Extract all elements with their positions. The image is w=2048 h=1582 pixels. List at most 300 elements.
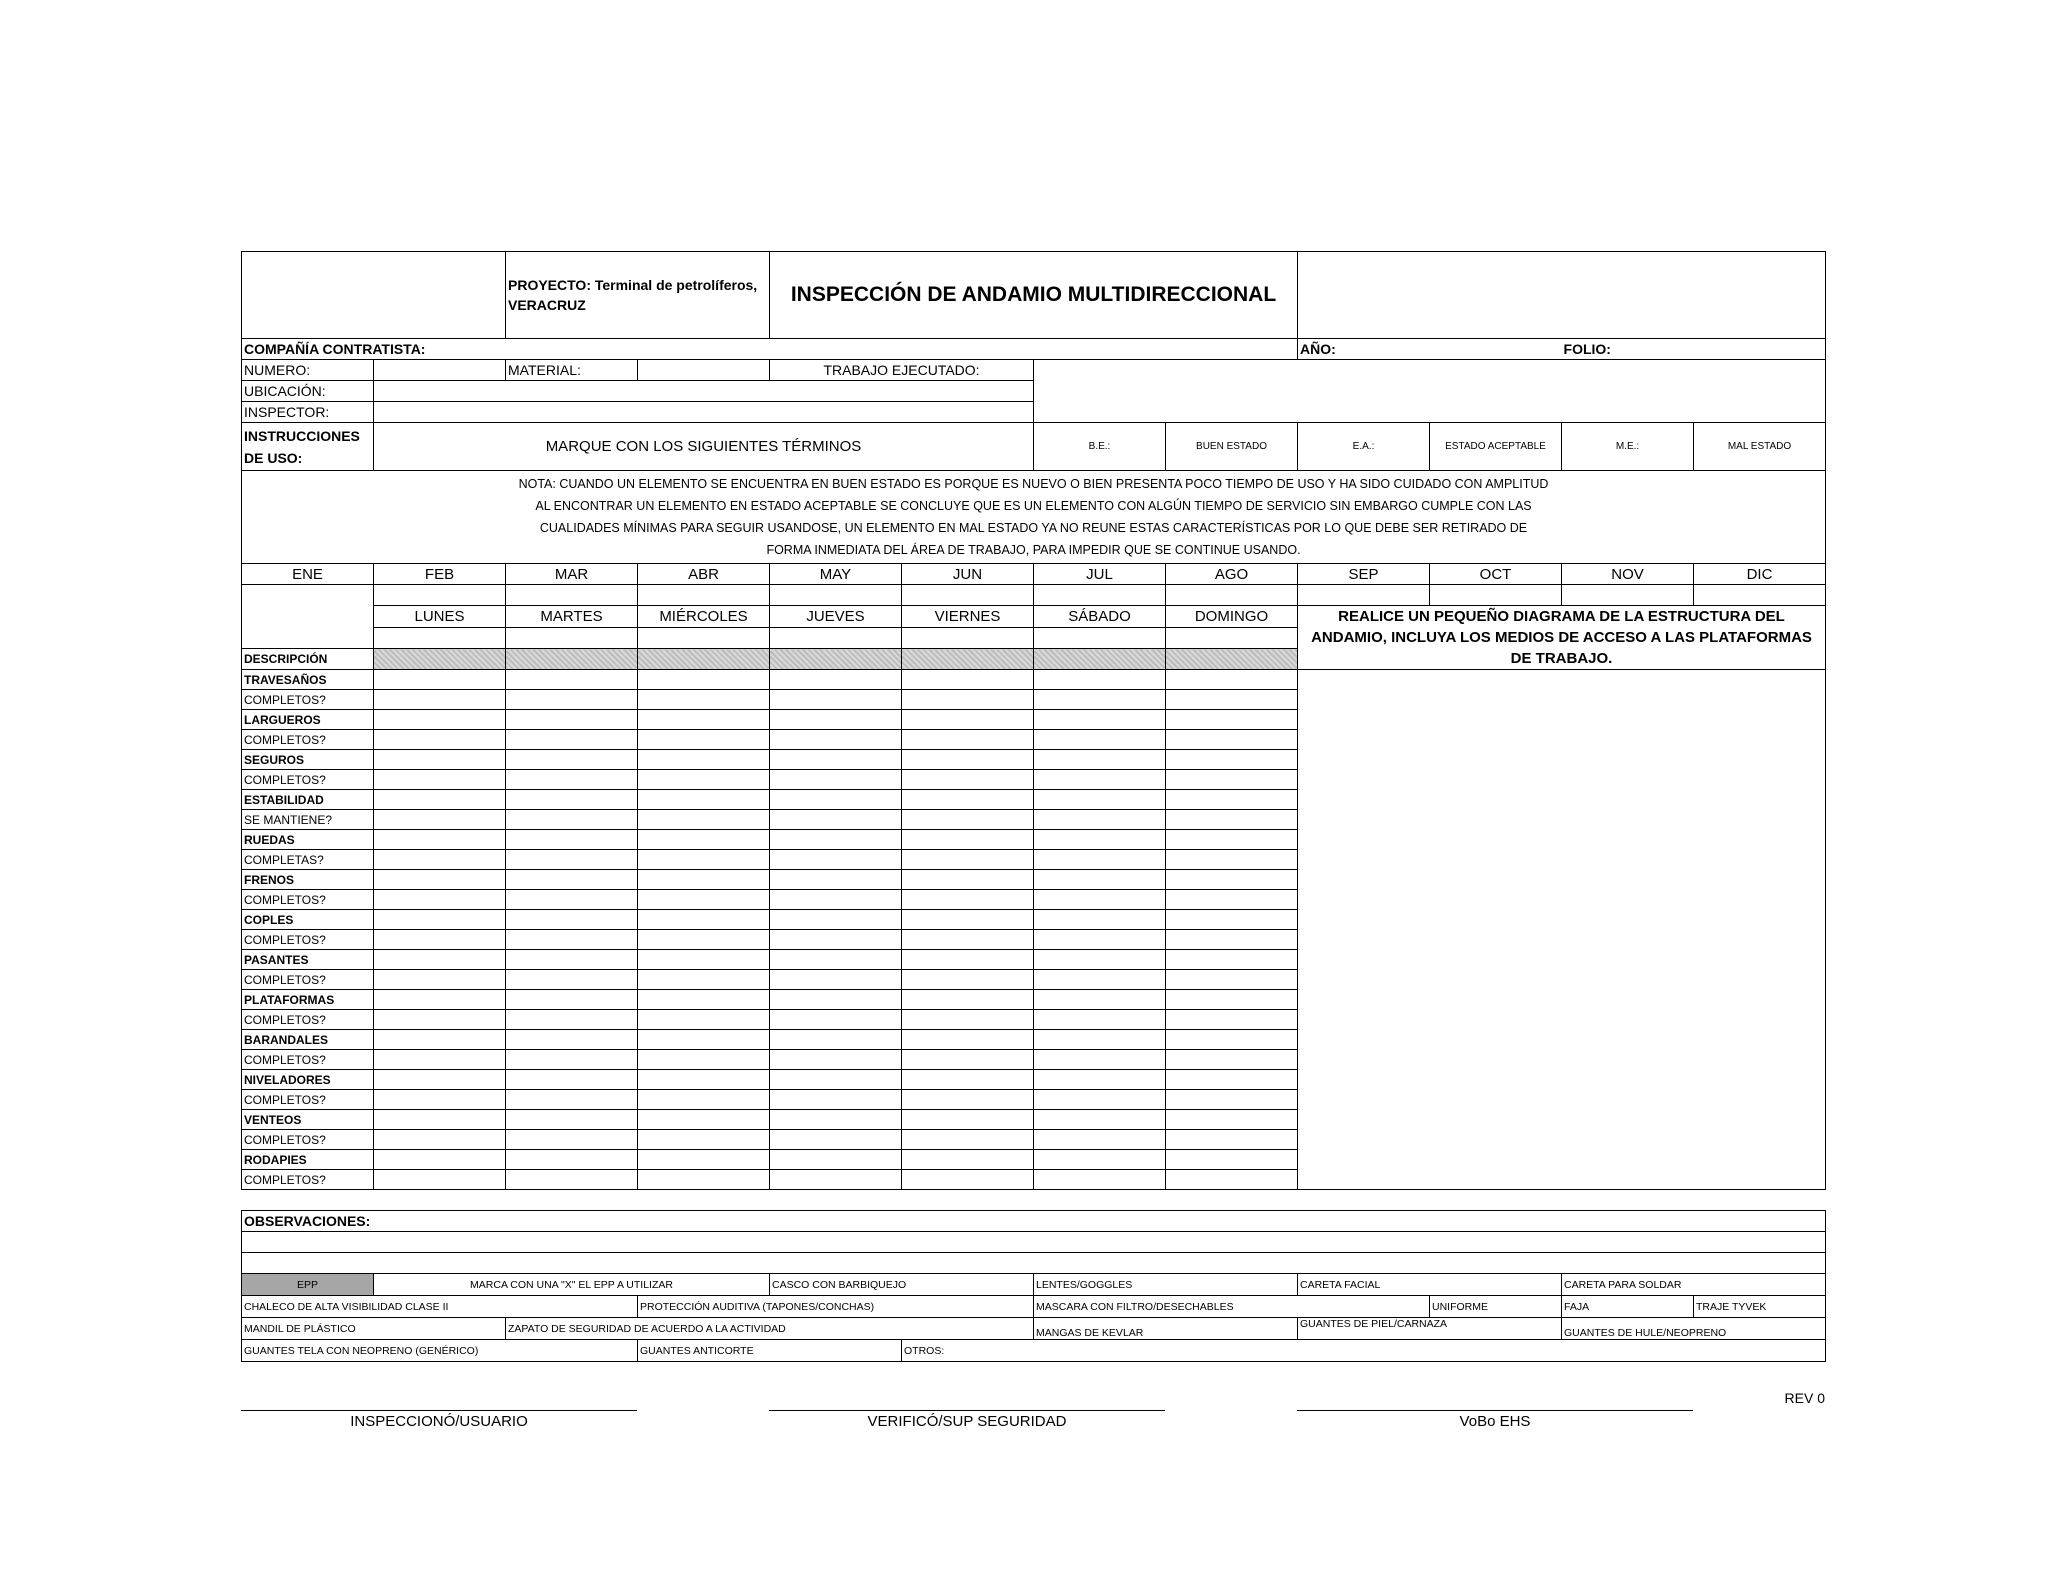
month-check[interactable] bbox=[1034, 585, 1166, 606]
diagram-area[interactable] bbox=[1298, 670, 1826, 1190]
check-cell[interactable] bbox=[902, 1150, 1034, 1170]
check-cell[interactable] bbox=[770, 1050, 902, 1070]
check-cell[interactable] bbox=[902, 1070, 1034, 1090]
check-cell[interactable] bbox=[638, 830, 770, 850]
check-cell[interactable] bbox=[1034, 1090, 1166, 1110]
item-name: PLATAFORMAS bbox=[242, 990, 374, 1010]
month-label: AGO bbox=[1166, 564, 1298, 585]
check-cell[interactable] bbox=[506, 670, 638, 690]
item-name: BARANDALES bbox=[242, 1030, 374, 1050]
check-cell[interactable] bbox=[770, 830, 902, 850]
check-cell[interactable] bbox=[1166, 1050, 1298, 1070]
check-cell[interactable] bbox=[1034, 810, 1166, 830]
check-cell[interactable] bbox=[770, 690, 902, 710]
descripcion-label: DESCRIPCIÓN bbox=[242, 649, 374, 670]
check-cell[interactable] bbox=[902, 1110, 1034, 1130]
check-cell[interactable] bbox=[1166, 930, 1298, 950]
month-check[interactable] bbox=[770, 585, 902, 606]
check-cell[interactable] bbox=[506, 690, 638, 710]
hatched-cell bbox=[506, 649, 638, 670]
item-name: FRENOS bbox=[242, 870, 374, 890]
check-cell[interactable] bbox=[374, 1070, 506, 1090]
check-cell[interactable] bbox=[1034, 730, 1166, 750]
check-cell[interactable] bbox=[506, 1030, 638, 1050]
check-cell[interactable] bbox=[1166, 710, 1298, 730]
epp-mascara[interactable]: MASCARA CON FILTRO/DESECHABLES bbox=[1034, 1296, 1430, 1318]
hatched-cell bbox=[374, 649, 506, 670]
month-label: MAR bbox=[506, 564, 638, 585]
check-cell[interactable] bbox=[902, 1030, 1034, 1050]
check-cell[interactable] bbox=[506, 850, 638, 870]
check-cell[interactable] bbox=[902, 770, 1034, 790]
day-check[interactable] bbox=[1166, 627, 1298, 649]
check-cell[interactable] bbox=[638, 1170, 770, 1190]
months-check-row bbox=[242, 585, 1826, 606]
check-cell[interactable] bbox=[506, 1130, 638, 1150]
marque-label: MARQUE CON LOS SIGUIENTES TÉRMINOS bbox=[374, 423, 1034, 471]
check-cell[interactable] bbox=[374, 690, 506, 710]
check-cell[interactable] bbox=[506, 1010, 638, 1030]
check-cell[interactable] bbox=[902, 1170, 1034, 1190]
hatched-cell bbox=[1166, 649, 1298, 670]
item-name: PASANTES bbox=[242, 950, 374, 970]
day-label: VIERNES bbox=[902, 606, 1034, 628]
epp-label: EPP bbox=[242, 1274, 374, 1296]
epp-guantes-hule[interactable]: GUANTES DE HULE/NEOPRENO bbox=[1562, 1318, 1826, 1340]
check-cell[interactable] bbox=[1166, 1010, 1298, 1030]
check-cell[interactable] bbox=[770, 1170, 902, 1190]
inspecciono-label: INSPECCIONÓ/USUARIO bbox=[350, 1413, 528, 1430]
check-cell[interactable] bbox=[1034, 1110, 1166, 1130]
check-cell[interactable] bbox=[374, 970, 506, 990]
check-cell[interactable] bbox=[1166, 1170, 1298, 1190]
day-check[interactable] bbox=[638, 627, 770, 649]
check-cell[interactable] bbox=[506, 990, 638, 1010]
check-cell[interactable] bbox=[902, 890, 1034, 910]
check-cell[interactable] bbox=[770, 930, 902, 950]
check-cell[interactable] bbox=[506, 790, 638, 810]
epp-instruction: MARCA CON UNA "X" EL EPP A UTILIZAR bbox=[374, 1274, 770, 1296]
check-cell[interactable] bbox=[770, 910, 902, 930]
check-cell[interactable] bbox=[506, 1110, 638, 1130]
item-question: COMPLETOS? bbox=[242, 890, 374, 910]
check-cell[interactable] bbox=[1166, 970, 1298, 990]
check-cell[interactable] bbox=[1034, 1130, 1166, 1150]
hatched-cell bbox=[770, 649, 902, 670]
check-cell[interactable] bbox=[506, 870, 638, 890]
check-cell[interactable] bbox=[1166, 730, 1298, 750]
item-row bbox=[242, 670, 1826, 690]
month-check[interactable] bbox=[374, 585, 506, 606]
item-name: RUEDAS bbox=[242, 830, 374, 850]
item-name: TRAVESAÑOS bbox=[242, 670, 374, 690]
check-cell[interactable] bbox=[770, 1110, 902, 1130]
note-line: FORMA INMEDIATA DEL ÁREA DE TRABAJO, PARA IMPEDIR QUE SE CONTINUE USANDO. bbox=[766, 543, 1301, 557]
check-cell[interactable] bbox=[374, 990, 506, 1010]
check-cell[interactable] bbox=[506, 750, 638, 770]
check-cell[interactable] bbox=[638, 1050, 770, 1070]
ubicacion-field[interactable] bbox=[374, 381, 1034, 402]
month-check[interactable] bbox=[506, 585, 638, 606]
month-check[interactable] bbox=[1430, 585, 1562, 606]
check-cell[interactable] bbox=[1166, 870, 1298, 890]
vobo-label: VoBo EHS bbox=[1459, 1413, 1531, 1430]
check-cell[interactable] bbox=[374, 1050, 506, 1070]
check-cell[interactable] bbox=[1166, 790, 1298, 810]
material-field[interactable] bbox=[638, 360, 770, 381]
trabajo-field[interactable] bbox=[1034, 360, 1826, 423]
check-cell[interactable] bbox=[902, 1050, 1034, 1070]
ea-label: E.A.: bbox=[1298, 423, 1430, 471]
item-name: SEGUROS bbox=[242, 750, 374, 770]
check-cell[interactable] bbox=[1034, 1150, 1166, 1170]
check-cell[interactable] bbox=[1166, 1150, 1298, 1170]
item-name: RODAPIES bbox=[242, 1150, 374, 1170]
check-cell[interactable] bbox=[1166, 750, 1298, 770]
item-name: ESTABILIDAD bbox=[242, 790, 374, 810]
check-cell[interactable] bbox=[1166, 1110, 1298, 1130]
check-cell[interactable] bbox=[1034, 970, 1166, 990]
check-cell[interactable] bbox=[770, 1010, 902, 1030]
check-cell[interactable] bbox=[638, 810, 770, 830]
check-cell[interactable] bbox=[638, 890, 770, 910]
check-cell[interactable] bbox=[770, 950, 902, 970]
check-cell[interactable] bbox=[1034, 930, 1166, 950]
check-cell[interactable] bbox=[770, 1150, 902, 1170]
day-label: DOMINGO bbox=[1166, 606, 1298, 628]
check-cell[interactable] bbox=[1034, 850, 1166, 870]
epp-proteccion[interactable]: PROTECCIÓN AUDITIVA (TAPONES/CONCHAS) bbox=[638, 1296, 1034, 1318]
check-cell[interactable] bbox=[374, 830, 506, 850]
diagram-instruction: REALICE UN PEQUEÑO DIAGRAMA DE LA ESTRUCTURA DEL ANDAMIO, INCLUYA LOS MEDIOS DE ACCESO A LAS PLATAFORMAS DE TRABAJO. bbox=[1298, 606, 1826, 670]
check-cell[interactable] bbox=[1034, 1170, 1166, 1190]
check-cell[interactable] bbox=[770, 790, 902, 810]
check-cell[interactable] bbox=[374, 670, 506, 690]
day-check[interactable] bbox=[770, 627, 902, 649]
check-cell[interactable] bbox=[902, 1130, 1034, 1150]
check-cell[interactable] bbox=[770, 890, 902, 910]
check-cell[interactable] bbox=[770, 870, 902, 890]
epp-casco[interactable]: CASCO CON BARBIQUEJO bbox=[770, 1274, 1034, 1296]
day-check[interactable] bbox=[902, 627, 1034, 649]
day-label: MIÉRCOLES bbox=[638, 606, 770, 628]
check-cell[interactable] bbox=[902, 810, 1034, 830]
check-cell[interactable] bbox=[1166, 1090, 1298, 1110]
check-cell[interactable] bbox=[374, 1030, 506, 1050]
check-cell[interactable] bbox=[1166, 910, 1298, 930]
check-cell[interactable] bbox=[506, 890, 638, 910]
check-cell[interactable] bbox=[1166, 1130, 1298, 1150]
check-cell[interactable] bbox=[638, 850, 770, 870]
epp-zapato[interactable]: ZAPATO DE SEGURIDAD DE ACUERDO A LA ACTIVIDAD bbox=[506, 1318, 1034, 1340]
epp-careta-soldar[interactable]: CARETA PARA SOLDAR bbox=[1562, 1274, 1826, 1296]
check-cell[interactable] bbox=[1034, 670, 1166, 690]
check-cell[interactable] bbox=[770, 670, 902, 690]
day-check[interactable] bbox=[374, 627, 506, 649]
check-cell[interactable] bbox=[902, 850, 1034, 870]
check-cell[interactable] bbox=[506, 710, 638, 730]
month-check[interactable] bbox=[638, 585, 770, 606]
epp-guantes-tela[interactable]: GUANTES TELA CON NEOPRENO (GENÉRICO) bbox=[242, 1340, 638, 1362]
check-cell[interactable] bbox=[374, 870, 506, 890]
check-cell[interactable] bbox=[506, 950, 638, 970]
hatched-cell bbox=[1034, 649, 1166, 670]
check-cell[interactable] bbox=[770, 750, 902, 770]
check-cell[interactable] bbox=[374, 930, 506, 950]
epp-faja[interactable]: FAJA bbox=[1562, 1296, 1694, 1318]
month-label: JUL bbox=[1034, 564, 1166, 585]
check-cell[interactable] bbox=[1166, 990, 1298, 1010]
item-name: NIVELADORES bbox=[242, 1070, 374, 1090]
epp-guantes-piel[interactable]: GUANTES DE PIEL/CARNAZA bbox=[1298, 1318, 1562, 1340]
check-cell[interactable] bbox=[638, 690, 770, 710]
check-cell[interactable] bbox=[1166, 690, 1298, 710]
check-cell[interactable] bbox=[902, 670, 1034, 690]
check-cell[interactable] bbox=[1166, 810, 1298, 830]
note-line: CUALIDADES MÍNIMAS PARA SEGUIR USANDOSE, UN ELEMENTO EN MAL ESTADO YA NO REUNE ESTAS CARACTERÍSTICAS POR LO QUE DEBE SER RETIRADO DE bbox=[539, 521, 1528, 535]
check-cell[interactable] bbox=[902, 930, 1034, 950]
item-name: COPLES bbox=[242, 910, 374, 930]
check-cell[interactable] bbox=[902, 750, 1034, 770]
check-cell[interactable] bbox=[638, 1070, 770, 1090]
instrucciones-line-1: INSTRUCCIONES bbox=[244, 427, 360, 444]
instrucciones-line-2: DE USO: bbox=[244, 449, 303, 466]
check-cell[interactable] bbox=[1034, 1070, 1166, 1090]
numero-label: NUMERO: bbox=[242, 360, 374, 381]
observaciones-field[interactable] bbox=[242, 1253, 1826, 1274]
observaciones-field[interactable] bbox=[242, 1232, 1826, 1253]
check-cell[interactable] bbox=[902, 1090, 1034, 1110]
check-cell[interactable] bbox=[770, 730, 902, 750]
check-cell[interactable] bbox=[1166, 850, 1298, 870]
company-label: COMPAÑÍA CONTRATISTA: bbox=[242, 339, 1298, 360]
check-cell[interactable] bbox=[374, 1010, 506, 1030]
check-cell[interactable] bbox=[374, 730, 506, 750]
check-cell[interactable] bbox=[506, 1050, 638, 1070]
item-question: COMPLETOS? bbox=[242, 930, 374, 950]
check-cell[interactable] bbox=[770, 990, 902, 1010]
check-cell[interactable] bbox=[506, 830, 638, 850]
check-cell[interactable] bbox=[770, 970, 902, 990]
check-cell[interactable] bbox=[506, 770, 638, 790]
year-label: AÑO: bbox=[1298, 339, 1562, 360]
check-cell[interactable] bbox=[1034, 750, 1166, 770]
check-cell[interactable] bbox=[770, 1130, 902, 1150]
check-cell[interactable] bbox=[374, 770, 506, 790]
check-cell[interactable] bbox=[902, 690, 1034, 710]
verifico-label: VERIFICÓ/SUP SEGURIDAD bbox=[867, 1413, 1067, 1430]
epp-otros[interactable]: OTROS: bbox=[902, 1340, 1826, 1362]
month-check[interactable] bbox=[1298, 585, 1430, 606]
observations-table bbox=[241, 1210, 1826, 1362]
check-cell[interactable] bbox=[902, 710, 1034, 730]
item-name: LARGUEROS bbox=[242, 710, 374, 730]
check-cell[interactable] bbox=[1034, 1010, 1166, 1030]
item-question: COMPLETOS? bbox=[242, 730, 374, 750]
note-line: AL ENCONTRAR UN ELEMENTO EN ESTADO ACEPTABLE SE CONCLUYE QUE ES UN ELEMENTO CON ALGÚN TIEMPO DE SERVICIO SIN EMBARGO CUMPLE CON LAS bbox=[535, 499, 1532, 513]
check-cell[interactable] bbox=[1034, 870, 1166, 890]
epp-tyvek[interactable]: TRAJE TYVEK bbox=[1694, 1296, 1826, 1318]
check-cell[interactable] bbox=[506, 1170, 638, 1190]
epp-lentes[interactable]: LENTES/GOGGLES bbox=[1034, 1274, 1298, 1296]
hatched-cell bbox=[638, 649, 770, 670]
check-cell[interactable] bbox=[1166, 950, 1298, 970]
check-cell[interactable] bbox=[770, 770, 902, 790]
check-cell[interactable] bbox=[902, 870, 1034, 890]
check-cell[interactable] bbox=[902, 910, 1034, 930]
check-cell[interactable] bbox=[374, 750, 506, 770]
check-cell[interactable] bbox=[374, 1090, 506, 1110]
check-cell[interactable] bbox=[374, 710, 506, 730]
inspector-label: INSPECTOR: bbox=[242, 402, 374, 423]
epp-mangas[interactable]: MANGAS DE KEVLAR bbox=[1034, 1318, 1298, 1340]
check-cell[interactable] bbox=[770, 1090, 902, 1110]
check-cell[interactable] bbox=[1166, 830, 1298, 850]
blank-cell bbox=[242, 585, 374, 649]
usage-note bbox=[242, 471, 1826, 564]
check-cell[interactable] bbox=[374, 850, 506, 870]
month-check[interactable] bbox=[1562, 585, 1694, 606]
signature-line bbox=[1297, 1410, 1693, 1411]
check-cell[interactable] bbox=[902, 730, 1034, 750]
check-cell[interactable] bbox=[374, 1150, 506, 1170]
check-cell[interactable] bbox=[638, 770, 770, 790]
check-cell[interactable] bbox=[1034, 950, 1166, 970]
check-cell[interactable] bbox=[1034, 770, 1166, 790]
observaciones-label: OBSERVACIONES: bbox=[242, 1211, 1826, 1232]
inspector-field[interactable] bbox=[374, 402, 1034, 423]
month-label: OCT bbox=[1430, 564, 1562, 585]
check-cell[interactable] bbox=[506, 1070, 638, 1090]
check-cell[interactable] bbox=[1034, 1050, 1166, 1070]
check-cell[interactable] bbox=[1166, 670, 1298, 690]
check-cell[interactable] bbox=[1034, 690, 1166, 710]
item-question: COMPLETAS? bbox=[242, 850, 374, 870]
check-cell[interactable] bbox=[374, 910, 506, 930]
check-cell[interactable] bbox=[1034, 790, 1166, 810]
check-cell[interactable] bbox=[902, 990, 1034, 1010]
epp-uniforme[interactable]: UNIFORME bbox=[1430, 1296, 1562, 1318]
day-label: JUEVES bbox=[770, 606, 902, 628]
be-label: B.E.: bbox=[1034, 423, 1166, 471]
numero-field[interactable] bbox=[374, 360, 506, 381]
epp-guantes-corte[interactable]: GUANTES ANTICORTE bbox=[638, 1340, 902, 1362]
check-cell[interactable] bbox=[638, 1150, 770, 1170]
check-cell[interactable] bbox=[902, 830, 1034, 850]
check-cell[interactable] bbox=[1166, 770, 1298, 790]
check-cell[interactable] bbox=[506, 730, 638, 750]
day-label: LUNES bbox=[374, 606, 506, 628]
trabajo-label: TRABAJO EJECUTADO: bbox=[770, 360, 1034, 381]
check-cell[interactable] bbox=[506, 910, 638, 930]
month-check[interactable] bbox=[1694, 585, 1826, 606]
item-question: COMPLETOS? bbox=[242, 770, 374, 790]
day-check[interactable] bbox=[506, 627, 638, 649]
check-cell[interactable] bbox=[638, 1110, 770, 1130]
check-cell[interactable] bbox=[770, 810, 902, 830]
check-cell[interactable] bbox=[374, 810, 506, 830]
ubicacion-label: UBICACIÓN: bbox=[242, 381, 374, 402]
check-cell[interactable] bbox=[374, 1170, 506, 1190]
check-cell[interactable] bbox=[374, 950, 506, 970]
check-cell[interactable] bbox=[638, 1010, 770, 1030]
item-question: COMPLETOS? bbox=[242, 1090, 374, 1110]
material-label: MATERIAL: bbox=[506, 360, 638, 381]
check-cell[interactable] bbox=[770, 1030, 902, 1050]
check-cell[interactable] bbox=[902, 950, 1034, 970]
check-cell[interactable] bbox=[770, 1070, 902, 1090]
header-blank bbox=[1298, 252, 1826, 339]
check-cell[interactable] bbox=[1034, 990, 1166, 1010]
month-check[interactable] bbox=[1166, 585, 1298, 606]
check-cell[interactable] bbox=[506, 1090, 638, 1110]
check-cell[interactable] bbox=[1034, 910, 1166, 930]
check-cell[interactable] bbox=[1166, 1070, 1298, 1090]
check-cell[interactable] bbox=[506, 930, 638, 950]
check-cell[interactable] bbox=[638, 790, 770, 810]
mal-estado-label: MAL ESTADO bbox=[1694, 423, 1826, 471]
epp-mandil[interactable]: MANDIL DE PLÁSTICO bbox=[242, 1318, 506, 1340]
check-cell[interactable] bbox=[374, 1110, 506, 1130]
check-cell[interactable] bbox=[902, 790, 1034, 810]
logo-area bbox=[242, 252, 506, 339]
check-cell[interactable] bbox=[506, 810, 638, 830]
check-cell[interactable] bbox=[638, 1130, 770, 1150]
check-cell[interactable] bbox=[1166, 890, 1298, 910]
check-cell[interactable] bbox=[1034, 710, 1166, 730]
check-cell[interactable] bbox=[1034, 1030, 1166, 1050]
epp-careta-facial[interactable]: CARETA FACIAL bbox=[1298, 1274, 1562, 1296]
check-cell[interactable] bbox=[638, 1030, 770, 1050]
check-cell[interactable] bbox=[374, 890, 506, 910]
epp-chaleco[interactable]: CHALECO DE ALTA VISIBILIDAD CLASE II bbox=[242, 1296, 638, 1318]
month-label: SEP bbox=[1298, 564, 1430, 585]
check-cell[interactable] bbox=[506, 1150, 638, 1170]
check-cell[interactable] bbox=[506, 970, 638, 990]
check-cell[interactable] bbox=[902, 1010, 1034, 1030]
item-question: COMPLETOS? bbox=[242, 970, 374, 990]
check-cell[interactable] bbox=[374, 1130, 506, 1150]
check-cell[interactable] bbox=[638, 970, 770, 990]
check-cell[interactable] bbox=[1166, 1030, 1298, 1050]
day-check[interactable] bbox=[1034, 627, 1166, 649]
month-label: ENE bbox=[242, 564, 374, 585]
check-cell[interactable] bbox=[638, 1090, 770, 1110]
revision-label: REV 0 bbox=[1784, 1390, 1825, 1406]
check-cell[interactable] bbox=[638, 950, 770, 970]
check-cell[interactable] bbox=[638, 670, 770, 690]
month-label: MAY bbox=[770, 564, 902, 585]
check-cell[interactable] bbox=[770, 850, 902, 870]
check-cell[interactable] bbox=[1034, 830, 1166, 850]
months-row bbox=[242, 564, 1826, 585]
check-cell[interactable] bbox=[638, 930, 770, 950]
check-cell[interactable] bbox=[638, 750, 770, 770]
check-cell[interactable] bbox=[638, 910, 770, 930]
inspection-form bbox=[241, 251, 1825, 1362]
check-cell[interactable] bbox=[902, 970, 1034, 990]
check-cell[interactable] bbox=[638, 730, 770, 750]
check-cell[interactable] bbox=[770, 710, 902, 730]
item-question: COMPLETOS? bbox=[242, 690, 374, 710]
check-cell[interactable] bbox=[638, 870, 770, 890]
check-cell[interactable] bbox=[638, 990, 770, 1010]
check-cell[interactable] bbox=[374, 790, 506, 810]
month-label: NOV bbox=[1562, 564, 1694, 585]
month-check[interactable] bbox=[902, 585, 1034, 606]
check-cell[interactable] bbox=[638, 710, 770, 730]
check-cell[interactable] bbox=[1034, 890, 1166, 910]
